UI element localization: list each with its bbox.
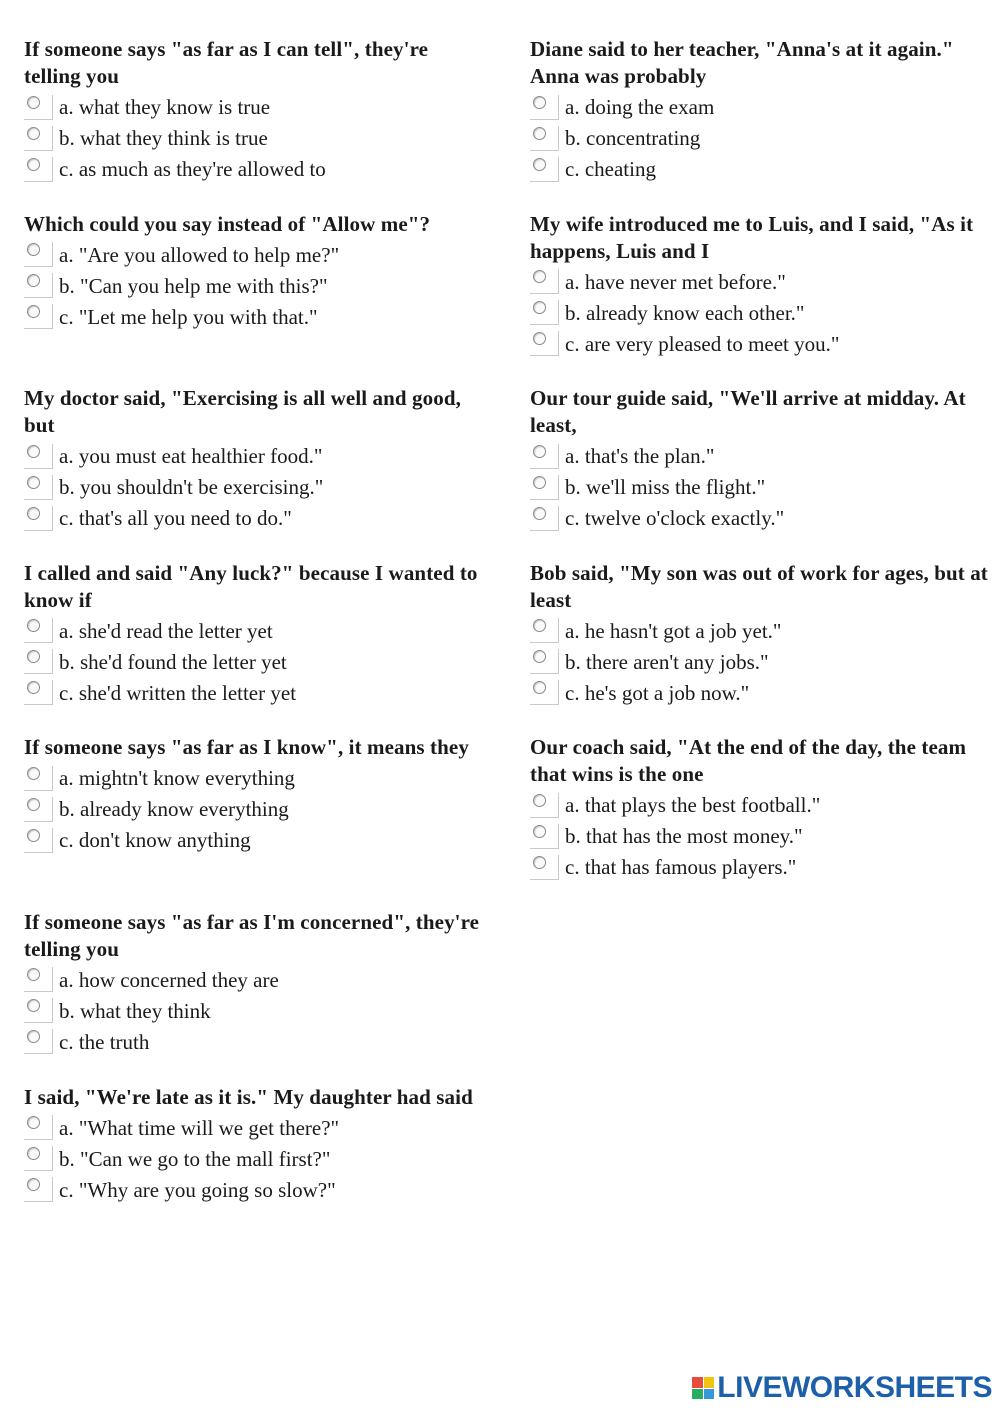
radio-button[interactable] — [24, 242, 54, 268]
answer-option[interactable] — [530, 329, 990, 360]
radio-circle-icon — [27, 1116, 40, 1129]
question-text: Our tour guide said, "We'll arrive at midday. At least, — [530, 386, 966, 438]
answer-option-label: a. how concerned they are — [59, 967, 279, 992]
radio-button[interactable] — [24, 506, 54, 532]
radio-button[interactable] — [24, 1115, 54, 1141]
question-text: Which could you say instead of "Allow me"? — [24, 211, 431, 236]
radio-circle-icon — [27, 1178, 40, 1191]
answer-option[interactable] — [24, 763, 484, 794]
answer-option-label: c. are very pleased to meet you." — [565, 331, 840, 356]
answer-option-label: a. that plays the best football." — [565, 793, 821, 818]
answer-option-label: b. "Can we go to the mall first?" — [59, 1146, 331, 1171]
radio-button[interactable] — [24, 475, 54, 501]
answer-option-label: c. cheating — [565, 157, 656, 181]
answer-option-label: a. "What time will we get there?" — [59, 1115, 340, 1140]
answer-option[interactable] — [530, 154, 990, 185]
answer-option[interactable] — [530, 790, 990, 821]
question-text: If someone says "as far as I can tell", they're telling you — [24, 37, 429, 88]
radio-circle-icon — [27, 1147, 40, 1160]
radio-button[interactable] — [530, 680, 560, 706]
answer-option-label: c. "Why are you going so slow?" — [59, 1177, 336, 1202]
answer-option-label: c. that's all you need to do." — [59, 506, 292, 531]
radio-button[interactable] — [530, 157, 560, 183]
answer-option[interactable] — [530, 647, 990, 678]
radio-circle-icon — [27, 445, 40, 458]
answer-option-label: b. she'd found the letter yet — [59, 649, 287, 674]
answer-option-label: a. she'd read the letter yet — [59, 618, 273, 643]
radio-circle-icon — [27, 798, 40, 811]
answer-option[interactable] — [24, 271, 484, 302]
answer-option-label: b. you shouldn't be exercising." — [59, 475, 324, 500]
answer-option-label: b. concentrating — [565, 126, 701, 150]
radio-button[interactable] — [24, 680, 54, 706]
radio-button[interactable] — [24, 797, 54, 823]
radio-button[interactable] — [24, 1177, 54, 1203]
right-column — [530, 36, 990, 909]
question-text: Bob said, "My son was out of work for ages, but at least — [530, 560, 988, 612]
radio-button[interactable] — [24, 766, 54, 792]
answer-option[interactable] — [24, 965, 484, 996]
answer-option[interactable] — [24, 302, 484, 333]
radio-button[interactable] — [24, 998, 54, 1024]
question-text: My wife introduced me to Luis, and I said, "As it happens, Luis and I — [530, 211, 974, 263]
answer-option[interactable] — [24, 92, 484, 123]
liveworksheets-logo-icon — [692, 1377, 714, 1399]
answer-option[interactable] — [24, 1144, 484, 1175]
radio-button[interactable] — [24, 157, 54, 183]
radio-circle-icon — [533, 270, 546, 283]
answer-option[interactable] — [530, 267, 990, 298]
radio-circle-icon — [27, 829, 40, 842]
answer-option[interactable] — [24, 441, 484, 472]
radio-circle-icon — [27, 767, 40, 780]
answer-option-label: a. that's the plan." — [565, 444, 715, 469]
answer-option[interactable] — [24, 794, 484, 825]
answer-option-label: a. what they know is true — [59, 95, 271, 119]
answer-option[interactable] — [24, 1027, 484, 1058]
answer-option[interactable] — [24, 1175, 484, 1206]
radio-circle-icon — [533, 127, 546, 140]
radio-circle-icon — [533, 158, 546, 171]
radio-button[interactable] — [24, 444, 54, 470]
radio-circle-icon — [27, 305, 40, 318]
answer-option-label: a. you must eat healthier food." — [59, 444, 323, 469]
radio-circle-icon — [533, 301, 546, 314]
answer-option[interactable] — [24, 647, 484, 678]
answer-option-label: b. that has the most money." — [565, 824, 803, 849]
answer-option-label: c. don't know anything — [59, 828, 251, 853]
answer-option-label: b. there aren't any jobs." — [565, 649, 769, 674]
radio-circle-icon — [27, 476, 40, 489]
radio-button[interactable] — [24, 273, 54, 299]
answer-option[interactable] — [24, 154, 484, 185]
radio-circle-icon — [27, 274, 40, 287]
radio-button[interactable] — [530, 331, 560, 357]
question-block — [24, 385, 484, 560]
radio-circle-icon — [533, 825, 546, 838]
radio-circle-icon — [533, 332, 546, 345]
question-block — [24, 909, 484, 1084]
radio-button[interactable] — [530, 618, 560, 644]
radio-circle-icon — [27, 507, 40, 520]
answer-option[interactable] — [530, 852, 990, 883]
question-block — [530, 734, 990, 909]
radio-circle-icon — [27, 127, 40, 140]
radio-circle-icon — [27, 96, 40, 109]
left-column — [24, 36, 484, 1258]
radio-button[interactable] — [24, 1146, 54, 1172]
answer-option-label: a. he hasn't got a job yet." — [565, 618, 782, 643]
radio-button[interactable] — [530, 269, 560, 295]
radio-button[interactable] — [530, 855, 560, 881]
radio-circle-icon — [533, 476, 546, 489]
question-block — [24, 36, 484, 211]
answer-option[interactable] — [530, 616, 990, 647]
radio-button[interactable] — [530, 475, 560, 501]
answer-option[interactable] — [530, 441, 990, 472]
answer-option[interactable] — [24, 616, 484, 647]
radio-circle-icon — [27, 243, 40, 256]
question-block — [530, 385, 990, 560]
question-text: If someone says "as far as I know", it means they — [24, 735, 469, 760]
answer-option-label: b. we'll miss the flight." — [565, 475, 766, 500]
radio-button[interactable] — [24, 828, 54, 854]
brand-footer — [692, 1371, 992, 1405]
radio-button[interactable] — [24, 967, 54, 993]
answer-option-label: b. what they think — [59, 998, 211, 1023]
radio-button[interactable] — [24, 95, 54, 121]
radio-button[interactable] — [530, 824, 560, 850]
answer-option-label: a. doing the exam — [565, 95, 715, 119]
answer-option-label: b. already know everything — [59, 797, 289, 822]
answer-option[interactable] — [530, 92, 990, 123]
question-text: My doctor said, "Exercising is all well and good, but — [24, 386, 461, 438]
radio-button[interactable] — [24, 126, 54, 152]
question-block — [24, 734, 484, 909]
radio-button[interactable] — [24, 618, 54, 644]
radio-circle-icon — [533, 96, 546, 109]
question-block — [24, 211, 484, 386]
question-text: I called and said "Any luck?" because I wanted to know if — [24, 560, 478, 612]
answer-option[interactable] — [530, 821, 990, 852]
radio-circle-icon — [27, 158, 40, 171]
answer-option[interactable] — [530, 678, 990, 709]
question-text: If someone says "as far as I'm concerned", they're telling you — [24, 909, 480, 961]
question-text: I said, "We're late as it is." My daughter had said — [24, 1084, 473, 1109]
radio-button[interactable] — [530, 126, 560, 152]
answer-option[interactable] — [24, 240, 484, 271]
radio-circle-icon — [533, 856, 546, 869]
answer-option-label: b. already know each other." — [565, 300, 805, 325]
answer-option[interactable] — [24, 825, 484, 856]
answer-option[interactable] — [530, 123, 990, 154]
radio-button[interactable] — [24, 1029, 54, 1055]
answer-option-label: a. "Are you allowed to help me?" — [59, 242, 340, 267]
radio-button[interactable] — [530, 95, 560, 121]
answer-option[interactable] — [24, 1113, 484, 1144]
question-block — [24, 560, 484, 735]
radio-button[interactable] — [530, 506, 560, 532]
question-block — [530, 560, 990, 735]
radio-button[interactable] — [530, 793, 560, 819]
radio-button[interactable] — [24, 304, 54, 330]
brand-name: LIVEWORKSHEETS — [717, 1371, 992, 1404]
answer-option[interactable] — [24, 503, 484, 534]
radio-circle-icon — [533, 507, 546, 520]
answer-option-label: c. the truth — [59, 1029, 150, 1054]
radio-button[interactable] — [530, 444, 560, 470]
answer-option-label: a. have never met before." — [565, 269, 786, 294]
answer-option-label: c. he's got a job now." — [565, 680, 750, 705]
answer-option-label: b. "Can you help me with this?" — [59, 273, 328, 298]
radio-circle-icon — [533, 794, 546, 807]
answer-option[interactable] — [24, 472, 484, 503]
answer-option-label: c. as much as they're allowed to — [59, 157, 326, 181]
answer-option-label: c. twelve o'clock exactly." — [565, 506, 785, 531]
answer-option-label: b. what they think is true — [59, 126, 268, 150]
radio-button[interactable] — [530, 300, 560, 326]
answer-option[interactable] — [24, 996, 484, 1027]
answer-option-label: c. "Let me help you with that." — [59, 304, 318, 329]
question-text: Diane said to her teacher, "Anna's at it again." Anna was probably — [530, 37, 954, 88]
radio-circle-icon — [533, 445, 546, 458]
radio-button[interactable] — [24, 649, 54, 675]
answer-option-label: c. she'd written the letter yet — [59, 680, 297, 705]
answer-option[interactable] — [24, 123, 484, 154]
radio-button[interactable] — [530, 649, 560, 675]
answer-option[interactable] — [530, 472, 990, 503]
answer-option[interactable] — [530, 503, 990, 534]
question-block — [530, 211, 990, 386]
question-block — [24, 1084, 484, 1259]
answer-option[interactable] — [530, 298, 990, 329]
question-block — [530, 36, 990, 211]
answer-option[interactable] — [24, 678, 484, 709]
answer-option-label: c. that has famous players." — [565, 855, 797, 880]
question-text: Our coach said, "At the end of the day, the team that wins is the one — [530, 735, 967, 787]
answer-option-label: a. mightn't know everything — [59, 766, 295, 791]
